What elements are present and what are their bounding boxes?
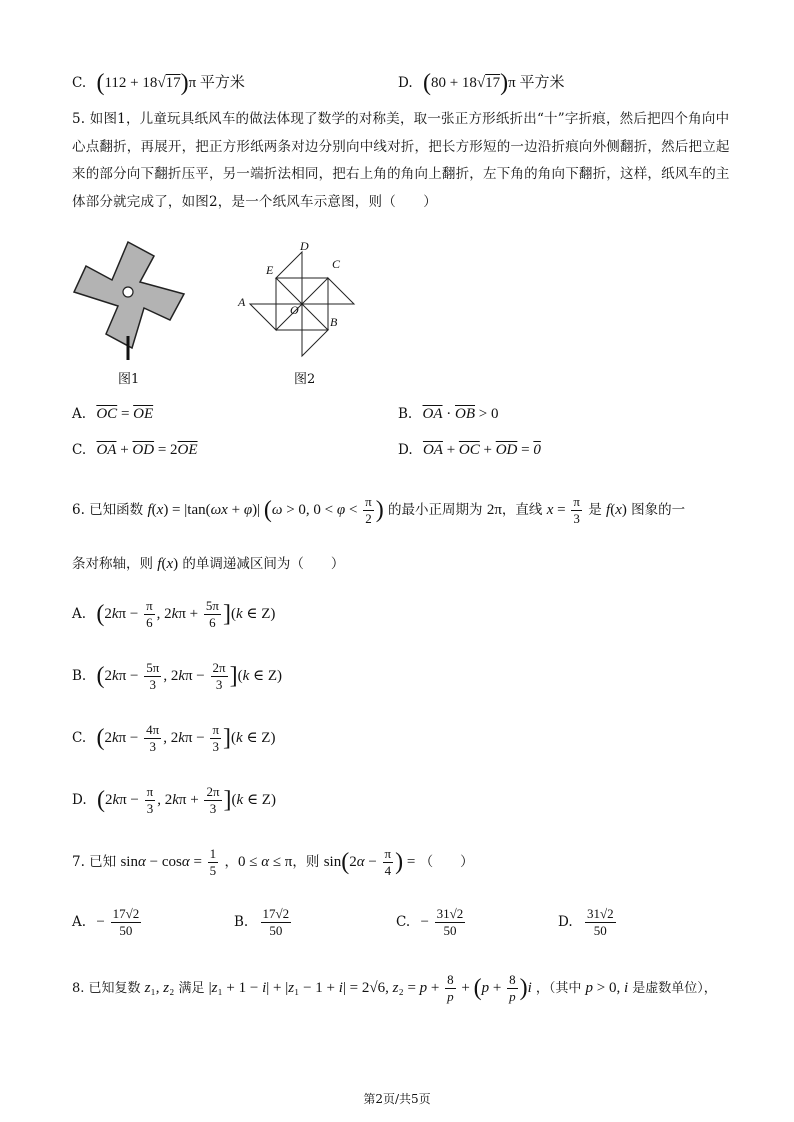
svg-text:B: B bbox=[330, 315, 338, 329]
option-label: D. bbox=[72, 791, 87, 808]
q6-stem-line1: 6. 已知函数 f(x) = |tan(ωx + φ)| (ω > 0, 0 < φ < $\frac{\pi}{2}$ ) 的最小正周期为 2π，直线 x = $\frac{\pi}{3}$ 是 f(x) 图象的一 bbox=[72, 494, 686, 526]
option-label: C. bbox=[396, 913, 411, 930]
option-label: A. bbox=[72, 605, 87, 622]
pinwheel-center-hole bbox=[123, 287, 133, 297]
q6-option-b: B. (2kπ − $\frac{5\pi}{3}$ , 2kπ − $\frac{2\pi}{3}$ ](k ∈ Z) bbox=[72, 660, 283, 692]
svg-text:A: A bbox=[238, 295, 246, 309]
q6-option-a: A. (2kπ − $\frac{\pi}{6}$ , 2kπ + $\frac{5\pi}{6}$ ](k ∈ Z) bbox=[72, 598, 276, 630]
q7-option-a: A. − $\frac{17√2}{50}$ bbox=[72, 906, 140, 938]
svg-text:O: O bbox=[290, 303, 299, 317]
svg-text:C: C bbox=[332, 257, 341, 271]
option-label: B. bbox=[72, 667, 87, 684]
q7-option-b: B. $\frac{17√2}{50}$ bbox=[234, 906, 290, 938]
q4-option-c-text: (112 + 18√17)π 平方米 bbox=[96, 70, 245, 96]
svg-text:E: E bbox=[266, 263, 274, 277]
option-label: C. bbox=[72, 442, 87, 458]
q7-option-d: D. $\frac{31√2}{50}$ bbox=[558, 906, 614, 938]
q6-stem-line2: 条对称轴，则 f(x) 的单调递减区间为（ ） bbox=[72, 556, 345, 572]
option-label: D. bbox=[398, 442, 413, 458]
figure-2-diagram bbox=[232, 240, 372, 368]
q4-option-c bbox=[72, 70, 245, 97]
option-label: A. bbox=[72, 913, 87, 930]
option-label: C. bbox=[72, 74, 87, 91]
q5-option-a: A. $\overline{OC} = \overline{OE}$ bbox=[72, 406, 154, 422]
option-label: A. bbox=[72, 406, 87, 422]
figure-2-caption: 图2 bbox=[294, 372, 316, 387]
q7-option-c: C. − $\frac{31√2}{50}$ bbox=[396, 906, 464, 938]
svg-text:D: D bbox=[300, 240, 309, 253]
q5-option-d: D. $\overline{OA} + \overline{OC} + \overline{OD} = 0$ bbox=[398, 442, 541, 458]
figure-1-caption: 图1 bbox=[118, 372, 140, 387]
figure-1-pinwheel bbox=[66, 236, 196, 366]
option-label: B. bbox=[398, 406, 413, 422]
q8-stem: 8. 已知复数 z₁, z₂ 满足 |z₁ + 1 − i| + |z₁ − 1 + i| = 2√6, z₂ = p + $\frac{8}{p}$ + (p + $\frac{8}{p}$ )i ，（其中 p > 0, i 是虚数单位）， bbox=[72, 972, 717, 1004]
q5-option-b: B. $\overline{OA} \cdot \overline{OB} > 0$ bbox=[398, 406, 499, 422]
option-label: D. bbox=[558, 913, 573, 930]
q5-stem: 5. 如图1，儿童玩具纸风车的做法体现了数学的对称美，取一张正方形纸折出“十”字折痕，然后把四个角向中心点翻折，再展开，把正方形纸两条对边分别向中线对折，把长方形短的一边沿折痕向外侧翻折，然后把立起来的部分向下翻折压平，另一端折法相同，把右上角的角向上翻折，左下角的角向下翻折，这样，纸风车的主体部分就完成了，如图2，是一个纸风车示意图，则（ ） bbox=[72, 111, 730, 210]
q5-option-c: C. $\overline{OA} + \overline{OD} = 2\overline{OE}$ bbox=[72, 442, 198, 458]
q4-option-d-text: (80 + 18√17)π 平方米 bbox=[422, 70, 565, 96]
page-footer: 第2页/共5页 bbox=[363, 1092, 431, 1106]
option-label: D. bbox=[398, 74, 413, 91]
q4-option-d bbox=[398, 70, 564, 97]
q6-option-d: D. (2kπ − $\frac{\pi}{3}$ , 2kπ + $\frac{2\pi}{3}$ ](k ∈ Z) bbox=[72, 784, 276, 816]
q6-option-c: C. (2kπ − $\frac{4\pi}{3}$ , 2kπ − $\frac{\pi}{3}$ ](k ∈ Z) bbox=[72, 722, 276, 754]
option-label: B. bbox=[234, 913, 249, 930]
option-label: C. bbox=[72, 729, 87, 746]
q7-stem: 7. 已知 sinα − cosα = $\frac{1}{5}$ ，0 ≤ α ≤ π，则 sin(2α − $\frac{\pi}{4}$ ) = （ ） bbox=[72, 846, 474, 878]
